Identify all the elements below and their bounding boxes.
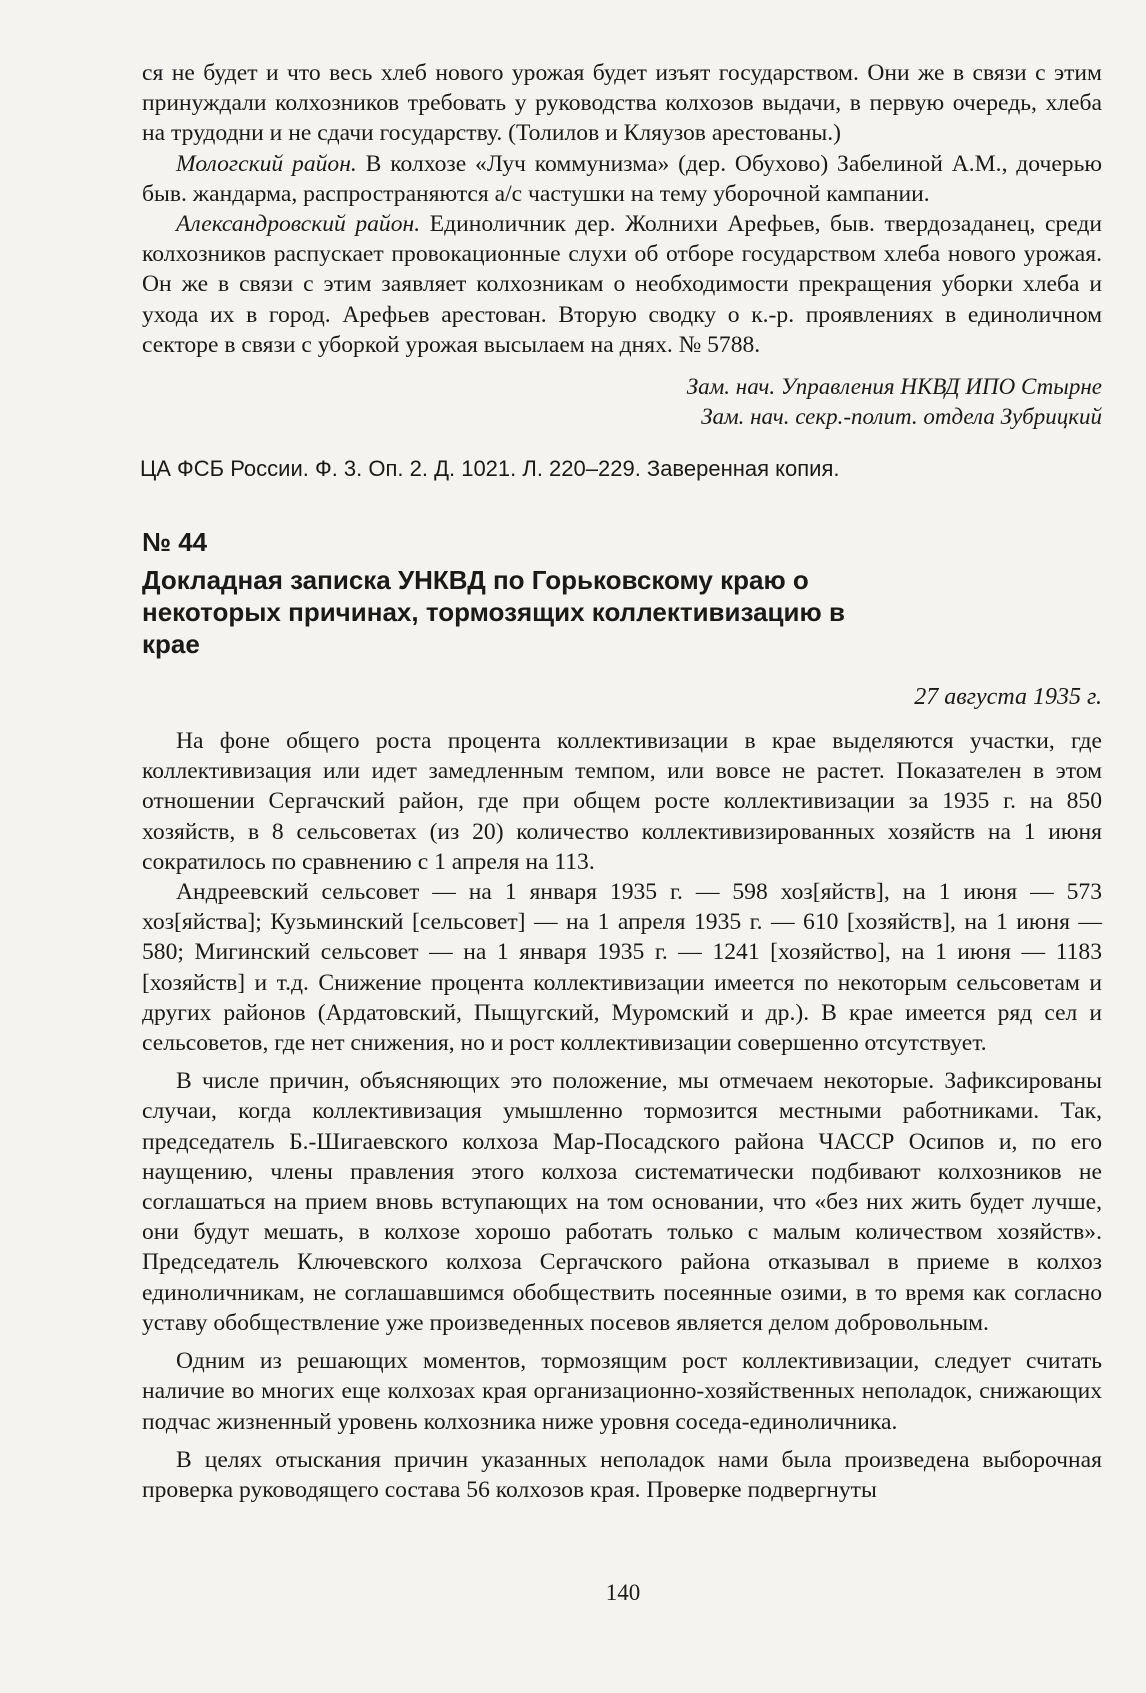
signature-2: Зам. нач. секр.-полит. отдела Зубрицкий	[701, 404, 1102, 430]
paragraph-continuation: ся не будет и что весь хлеб нового урожая будет изъят государством. Они же в связи с этим принуждали колхозников требовать у руководства колхозов выдачи, в первую очередь, хлеба на трудодни и не сдачи государству. (Толилов и Кляузов арестованы.)	[142, 60, 1102, 147]
paragraph-mologsky	[142, 149, 1102, 209]
body-paragraph: В целях отыскания причин указанных неполадок нами была произведена выборочная проверка руководящего состава 56 колхозов края. Проверке подвергнуты	[142, 1446, 1102, 1503]
document-title: Докладная записка УНКВД по Горьковскому краю о некоторых причинах, тормозящих коллективизацию в крае	[142, 565, 845, 660]
document-date: 27 августа 1935 г.	[914, 684, 1102, 711]
document-number: № 44	[142, 527, 208, 558]
body-paragraph: На фоне общего роста процента коллективизации в крае выделяются участки, где коллективизация или идет замедленным темпом, или вовсе не растет. Показателен в этом отношении Сергачский район, где при общем росте коллективизации за 1935 г. на 850 хозяйств, в 8 сельсоветах (из 20) количество коллективизированных хозяйств на 1 июня сократилось по сравнению с 1 апреля на 113.	[142, 728, 1102, 875]
district-name: Мологский район.	[176, 150, 357, 177]
district-name: Александровский район.	[176, 211, 421, 238]
paragraph-aleksandrovsky	[142, 209, 1102, 360]
archive-source: ЦА ФСБ России. Ф. 3. Оп. 2. Д. 1021. Л. 220–229. Заверенная копия.	[140, 456, 840, 482]
body-paragraph: Одним из решающих моментов, тормозящим рост коллективизации, следует считать наличие во многих еще колхозах края организационно-хозяйственных неполадок, снижающих подчас жизненный уровень колхозника ниже уровня соседа-единоличника.	[142, 1348, 1102, 1435]
page-content	[142, 58, 1102, 1505]
signature-1: Зам. нач. Управления НКВД ИПО Стырне	[686, 374, 1102, 400]
body-paragraph: В числе причин, объясняющих это положение, мы отмечаем некоторые. Зафиксированы случаи, когда коллективизация умышленно тормозится местными работниками. Так, председатель Б.-Шигаевского колхоза Мар-Посадского района ЧАССР Осипов и, по его наущению, члены правления этого колхоза систематически подбивают колхозников не соглашаться на прием вновь вступающих на том основании, что «без них жить будет лучше, они будут мешать, в колхозе хорошо работать только с малым количеством хозяйств». Председатель Ключевского колхоза Сергачского района отказывал в приеме в колхоз единоличникам, не соглашавшимся обобществить посеянные озими, в то время как согласно уставу обобществление уже произведенных посевов является делом добровольным.	[142, 1068, 1102, 1336]
paragraph-text: Единоличник дер. Жолнихи Арефьев, быв. твердозаданец, среди колхозников распускает провокационные слухи об отборе государством хлеба нового урожая. Он же в связи с этим заявляет колхозникам о необходимости прекращения уборки хлеба и ухода их в город. Арефьев арестован. Вторую сводку о к.-р. проявлениях в единоличном секторе в связи с уборкой урожая высылаем на днях. № 5788.	[142, 211, 1103, 358]
page-number: 140	[605, 1580, 641, 1605]
body-paragraph: Андреевский сельсовет — на 1 января 1935 г. — 598 хоз[яйств], на 1 июня — 573 хоз[яйства]; Кузьминский [сельсовет] — на 1 апреля 1935 г. — 610 [хозяйств], на 1 июня — 580; Мигинский сельсовет — на 1 января 1935 г. — 1241 [хозяйство], на 1 июня — 1183 [хозяйств] и т.д. Снижение процента коллективизации имеется по некоторым сельсоветам и других районов (Ардатовский, Пыщугский, Муромский и др.). В крае имеется ряд сел и сельсоветов, где нет снижения, но и рост коллективизации совершенно отсутствует.	[142, 879, 1102, 1057]
paragraph-text: В колхозе «Луч коммунизма» (дер. Обухово) Забелиной А.М., дочерью быв. жандарма, распространяются а/с частушки на тему уборочной кампании.	[142, 150, 1102, 207]
